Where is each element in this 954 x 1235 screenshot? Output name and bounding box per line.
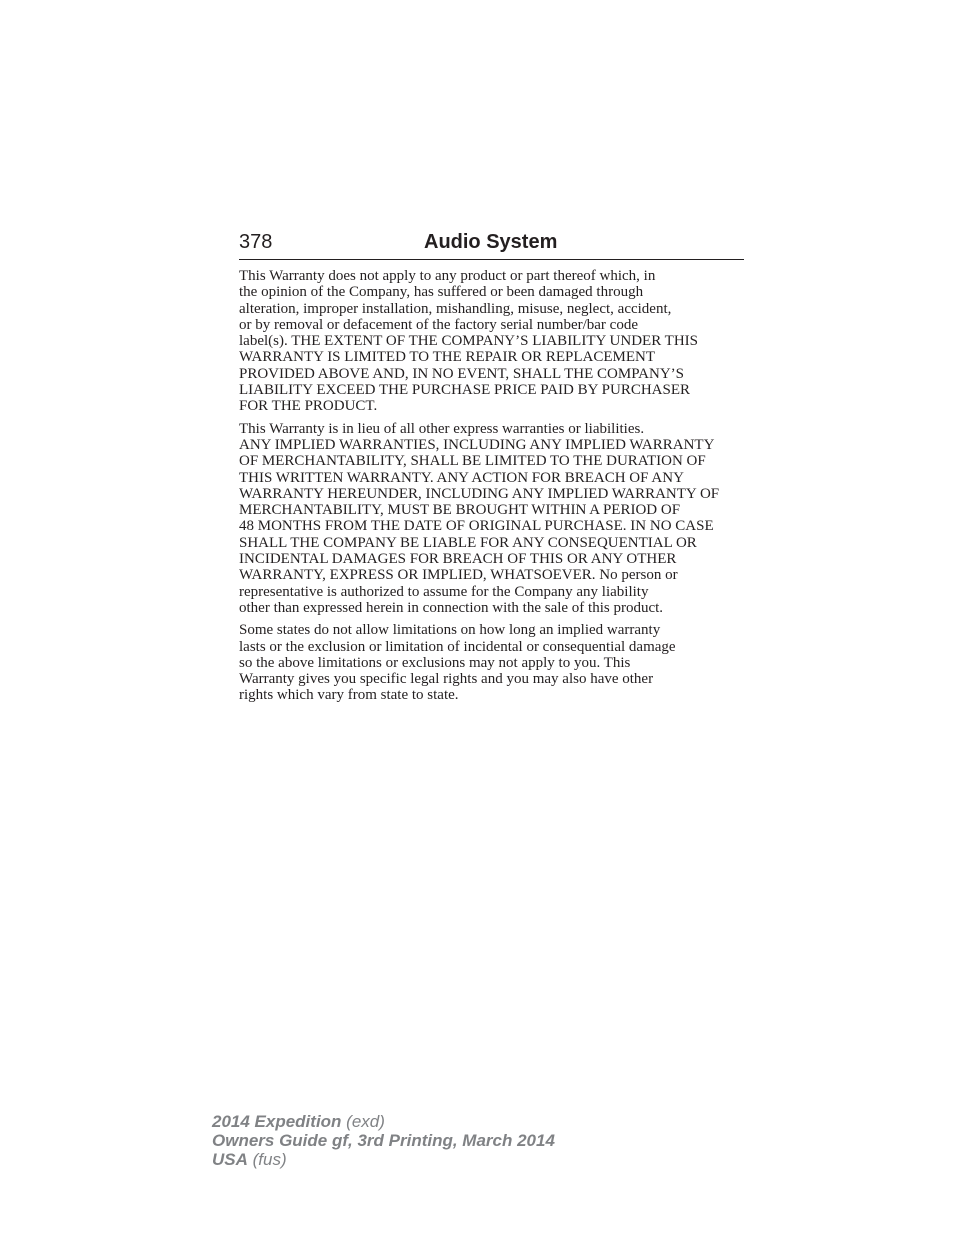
footer-line-guide xyxy=(212,1131,555,1150)
section-title: Audio System xyxy=(424,231,558,253)
paragraph-warranty-exclusions: This Warranty does not apply to any product or part thereof which, in the opinion of the Company, has suffered or been damaged through alteration, improper installation, mishandling, misuse, neglect, accident, or by removal or defacement of the factory serial number/bar code label(s). THE EXTENT OF THE COMPANY’S LIABILITY UNDER THIS WARRANTY IS LIMITED TO THE REPAIR OR REPLACEMENT PROVIDED ABOVE AND, IN NO EVENT, SHALL THE COMPANY’S LIABILITY EXCEED THE PURCHASE PRICE PAID BY PURCHASER FOR THE PRODUCT. xyxy=(239,268,699,415)
page-footer xyxy=(212,1112,555,1169)
page-number: 378 xyxy=(239,231,273,253)
footer-model: 2014 Expedition xyxy=(212,1112,342,1131)
footer-guide: Owners Guide gf, 3rd Printing, March 2014 xyxy=(212,1131,555,1150)
paragraph-state-rights: Some states do not allow limitations on how long an implied warranty lasts or the exclusion or limitation of incidental or consequential damage so the above limitations or exclusions may not apply to you. This Warranty gives you specific legal rights and you may also have other rights which vary from state to state. xyxy=(239,622,676,704)
footer-line-market xyxy=(212,1150,555,1169)
footer-model-code: (exd) xyxy=(346,1112,385,1131)
page-header xyxy=(239,229,744,260)
paragraph-implied-warranties: This Warranty is in lieu of all other express warranties or liabilities. ANY IMPLIED WARRANTIES, INCLUDING ANY IMPLIED WARRANTY OF MERCHANTABILITY, SHALL BE LIMITED TO THE DURATION OF THIS WRITTEN WARRANTY. ANY ACTION FOR BREACH OF ANY WARRANTY HEREUNDER, INCLUDING ANY IMPLIED WARRANTY OF MERCHANTABILITY, MUST BE BROUGHT WITHIN A PERIOD OF 48 MONTHS FROM THE DATE OF ORIGINAL PURCHASE. IN NO CASE SHALL THE COMPANY BE LIABLE FOR ANY CONSEQUENTIAL OR INCIDENTAL DAMAGES FOR BREACH OF THIS OR ANY OTHER WARRANTY, EXPRESS OR IMPLIED, WHATSOEVER. No person or representative is authorized to assume for the Company any liability other than expressed herein in connection with the sale of this product. xyxy=(239,420,720,616)
footer-line-model xyxy=(212,1112,555,1131)
footer-market-code: (fus) xyxy=(252,1150,287,1169)
footer-market: USA xyxy=(212,1150,248,1169)
body-text xyxy=(239,268,744,710)
